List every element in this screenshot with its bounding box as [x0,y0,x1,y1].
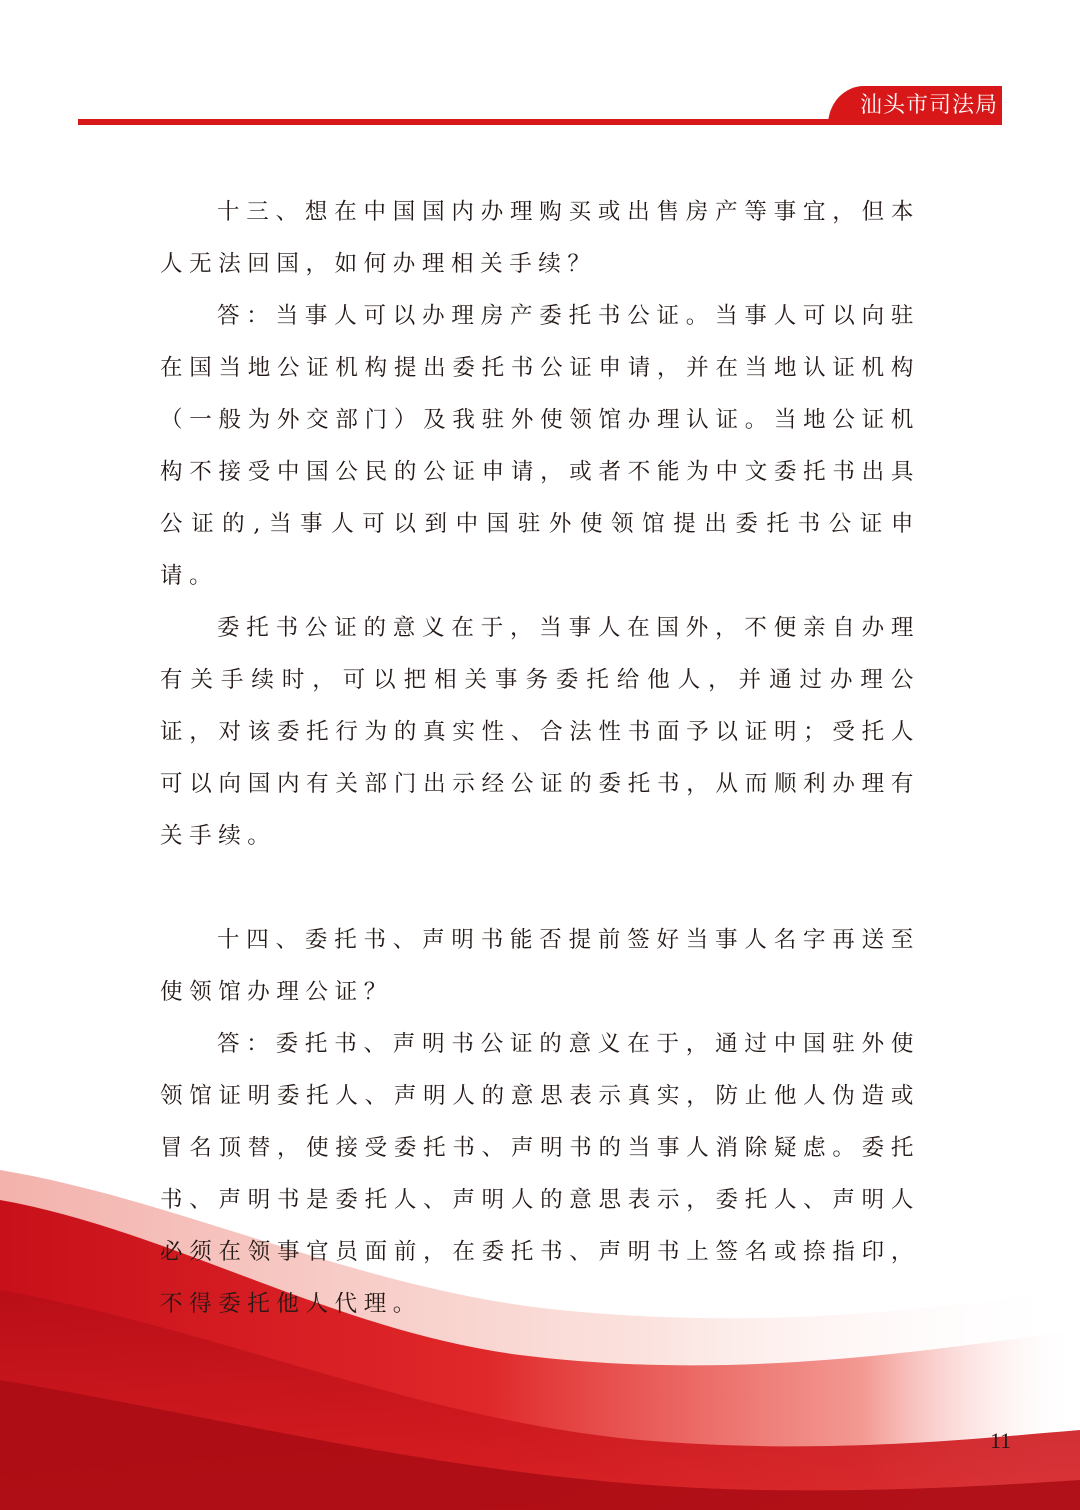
question-14: 十四、委托书、声明书能否提前签好当事人名字再送至使领馆办理公证？ [160,927,920,1005]
header-title: 汕头市司法局 [860,93,999,118]
answer-13-paragraph-1: 答：当事人可以办理房产委托书公证。当事人可以向驻在国当地公证机构提出委托书公证申请，并在当地认证机构（一般为外交部门）及我驻外使领馆办理认证。当地公证机构不接受中国公民的公证申请，或者不能为中文委托书出具公证的,当事人可以到中国驻外使领馆提出委托书公证申请。 [160,303,920,589]
answer-14-paragraph-1: 答：委托书、声明书公证的意义在于，通过中国驻外使领馆证明委托人、声明人的意思表示真实，防止他人伪造或冒名顶替，使接受委托书、声明书的当事人消除疑虑。委托书、声明书是委托人、声明人的意思表示，委托人、声明人必须在领事官员面前，在委托书、声明书上签名或捺指印，不得委托他人代理。 [160,1031,920,1317]
body-content [160,186,920,1330]
page-number: 11 [990,1428,1012,1453]
question-13: 十三、想在中国国内办理购买或出售房产等事宜，但本人无法回国，如何办理相关手续？ [160,199,920,277]
answer-13-paragraph-2: 委托书公证的意义在于，当事人在国外，不便亲自办理有关手续时，可以把相关事务委托给他人，并通过办理公证，对该委托行为的真实性、合法性书面予以证明；受托人可以向国内有关部门出示经公证的委托书，从而顺利办理有关手续。 [160,615,920,849]
section-gap [160,862,920,914]
